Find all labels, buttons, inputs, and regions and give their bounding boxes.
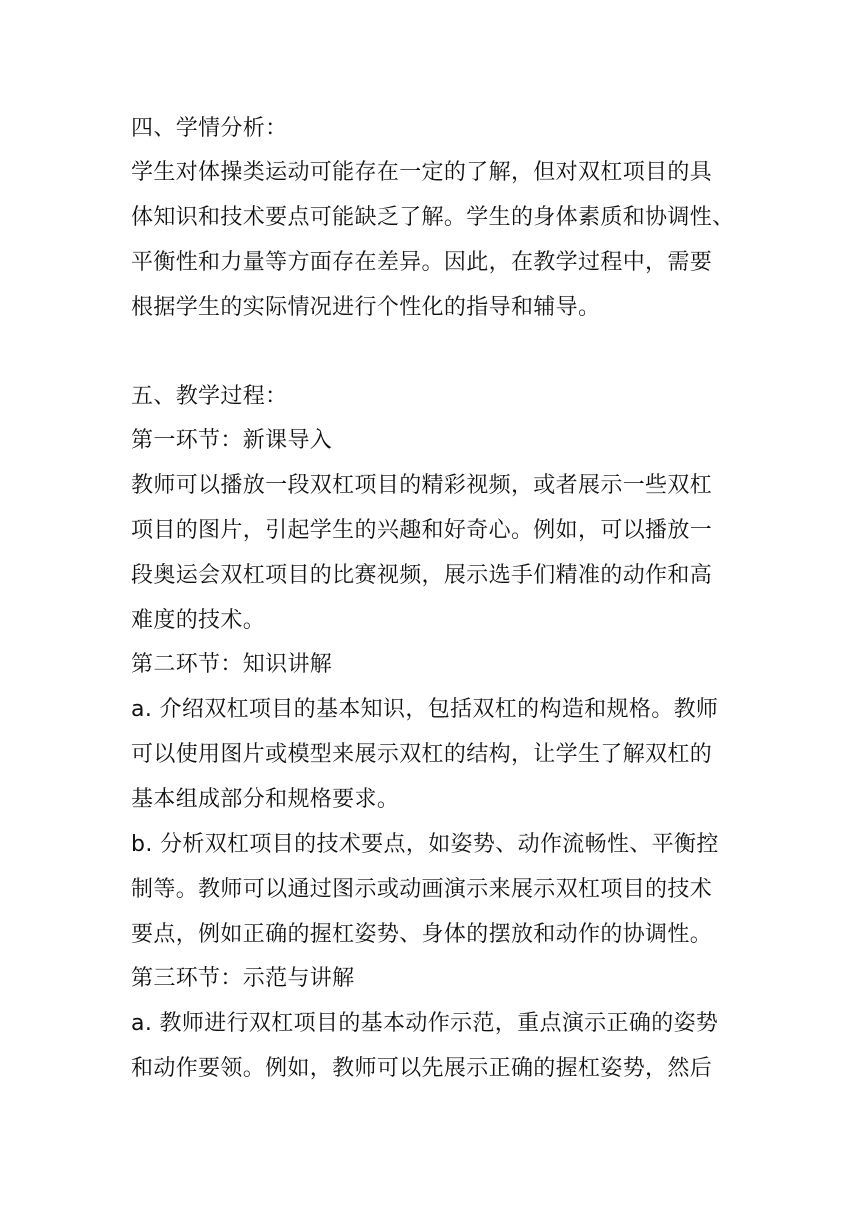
- paragraph-line: 教师可以播放一段双杠项目的精彩视频，或者展示一些双杠: [131, 473, 713, 498]
- paragraph-line: a. 介绍双杠项目的基本知识，包括双杠的构造和规格。教师: [131, 697, 719, 722]
- paragraph-line: 和动作要领。例如，教师可以先展示正确的握杠姿势，然后: [131, 1056, 713, 1081]
- paragraph-line: 段奥运会双杠项目的比赛视频，展示选手们精准的动作和高: [131, 563, 713, 588]
- paragraph-line: 可以使用图片或模型来展示双杠的结构，让学生了解双杠的: [131, 742, 713, 767]
- paragraph-line: 要点，例如正确的握杠姿势、身体的摆放和动作的协调性。: [131, 922, 713, 947]
- paragraph-line: 根据学生的实际情况进行个性化的指导和辅导。: [131, 295, 601, 320]
- paragraph-line: 项目的图片，引起学生的兴趣和好奇心。例如，可以播放一: [131, 518, 713, 543]
- paragraph-line: a. 教师进行双杠项目的基本动作示范，重点演示正确的姿势: [131, 1011, 719, 1036]
- paragraph-line: b. 分析双杠项目的技术要点，如姿势、动作流畅性、平衡控: [131, 832, 719, 857]
- paragraph-line: 学生对体操类运动可能存在一定的了解，但对双杠项目的具: [131, 160, 713, 185]
- section-heading-learner-analysis: 四、学情分析：: [131, 116, 288, 141]
- step-title: 第二环节：知识讲解: [131, 652, 333, 677]
- paragraph-line: 体知识和技术要点可能缺乏了解。学生的身体素质和协调性、: [131, 205, 735, 230]
- step-title: 第一环节：新课导入: [131, 428, 333, 453]
- section-heading-teaching-process: 五、教学过程：: [131, 384, 288, 409]
- paragraph-line: 难度的技术。: [131, 608, 266, 633]
- step-title: 第三环节：示范与讲解: [131, 966, 355, 991]
- paragraph-line: 平衡性和力量等方面存在差异。因此，在教学过程中，需要: [131, 250, 713, 275]
- paragraph-line: 基本组成部分和规格要求。: [131, 787, 400, 812]
- paragraph-line: 制等。教师可以通过图示或动画演示来展示双杠项目的技术: [131, 877, 713, 902]
